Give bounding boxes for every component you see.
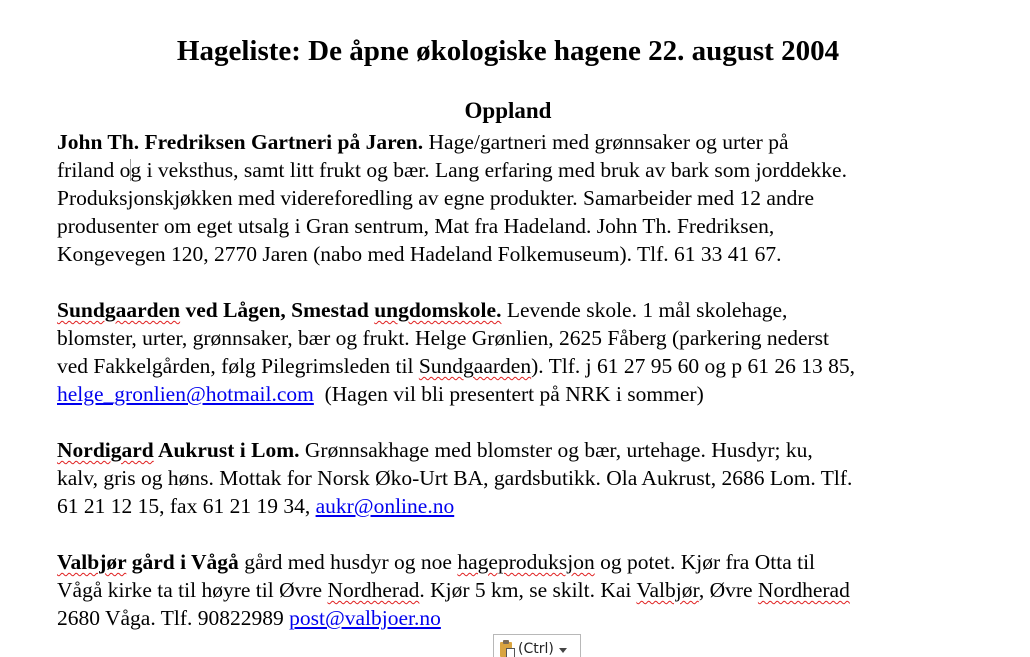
spellcheck-word: Sundgaarden (57, 298, 181, 322)
spellcheck-word: Valbjør (636, 578, 699, 602)
spellcheck-word: Valbjør (57, 550, 127, 574)
text-line (57, 492, 1017, 520)
entry-text: Levende skole. 1 mål skolehage, (501, 298, 788, 322)
entry-text: ). Tlf. j 61 27 95 60 og p 61 26 13 85, (531, 354, 855, 378)
garden-entry (57, 296, 1017, 408)
garden-name (57, 298, 501, 322)
garden-name (57, 550, 239, 574)
spellcheck-word: Nordigard (57, 438, 154, 462)
entry-text: Hage/gartneri med grønnsaker og urter på (423, 130, 789, 154)
text-line: Kongevegen 120, 2770 Jaren (nabo med Hadeland Folkemuseum). Tlf. 61 33 41 67. (57, 242, 782, 266)
garden-name (57, 438, 300, 462)
entry-text: Vågå kirke ta til høyre til Øvre (57, 578, 328, 602)
email-link[interactable]: aukr@online.no (315, 494, 455, 518)
text-line (57, 604, 1017, 632)
spellcheck-word: ungdomskole. (374, 298, 502, 322)
text-line: Produksjonskjøkken med videreforedling av egne produkter. Samarbeider med 12 andre (57, 186, 815, 210)
garden-name-part: ved Lågen, Smestad (180, 298, 375, 322)
entry-text: (Hagen vil bli presentert på NRK i sommer) (313, 382, 704, 406)
garden-entry (57, 436, 1017, 520)
entry-text: , Øvre (698, 578, 758, 602)
text-line: blomster, urter, grønnsaker, bær og frukt. Helge Grønlien, 2625 Fåberg (parkering nederst (57, 326, 830, 350)
paste-options-button[interactable] (493, 634, 581, 657)
garden-name-part: Aukrust i Lom. (153, 438, 300, 462)
text-line (57, 380, 1017, 408)
entry-text: . Kjør 5 km, se skilt. Kai (419, 578, 637, 602)
spellcheck-word: Nordherad (327, 578, 420, 602)
chevron-down-icon[interactable] (559, 648, 567, 653)
text-line (57, 156, 1017, 184)
email-link[interactable]: helge_gronlien@hotmail.com (57, 382, 314, 406)
region-heading: Oppland (464, 98, 552, 123)
entry-text: Grønnsakhage med blomster og bær, urtehage. Husdyr; ku, (299, 438, 813, 462)
garden-name-part: gård i Vågå (126, 550, 239, 574)
text-line (57, 548, 1017, 576)
entry-text: gård med husdyr og noe (238, 550, 458, 574)
email-link[interactable]: post@valbjoer.no (289, 606, 441, 630)
entry-text: ved Fakkelgården, følg Pilegrimsleden til (57, 354, 419, 378)
garden-name: John Th. Fredriksen Gartneri på Jaren. (57, 130, 424, 154)
document-title: Hageliste: De åpne økologiske hagene 22. august 2004 (176, 35, 840, 67)
text-line (57, 296, 1017, 324)
entry-text: 2680 Våga. Tlf. 90822989 (57, 606, 290, 630)
text-line (57, 352, 1017, 380)
entry-text: og potet. Kjør fra Otta til (594, 550, 816, 574)
text-line: produsenter om eget utsalg i Gran sentrum, Mat fra Hadeland. John Th. Fredriksen, (57, 214, 775, 238)
garden-entry (57, 128, 1017, 268)
entry-text: friland o (57, 158, 131, 182)
garden-entry (57, 548, 1017, 632)
paste-options-label: (Ctrl) (518, 641, 554, 657)
clipboard-icon (500, 640, 516, 657)
spellcheck-word: hageproduksjon (457, 550, 595, 574)
spellcheck-word: Nordherad (757, 578, 850, 602)
text-line (57, 436, 1017, 464)
text-line (57, 128, 1017, 156)
spellcheck-word: Sundgaarden (418, 354, 532, 378)
text-line (57, 576, 1017, 604)
entry-text: 61 21 12 15, fax 61 21 19 34, (57, 494, 316, 518)
entry-text: g i veksthus, samt litt frukt og bær. Lang erfaring med bruk av bark som jorddekke. (130, 158, 847, 182)
text-line: kalv, gris og høns. Mottak for Norsk Øko-Urt BA, gardsbutikk. Ola Aukrust, 2686 Lom. Tlf. (57, 466, 853, 490)
